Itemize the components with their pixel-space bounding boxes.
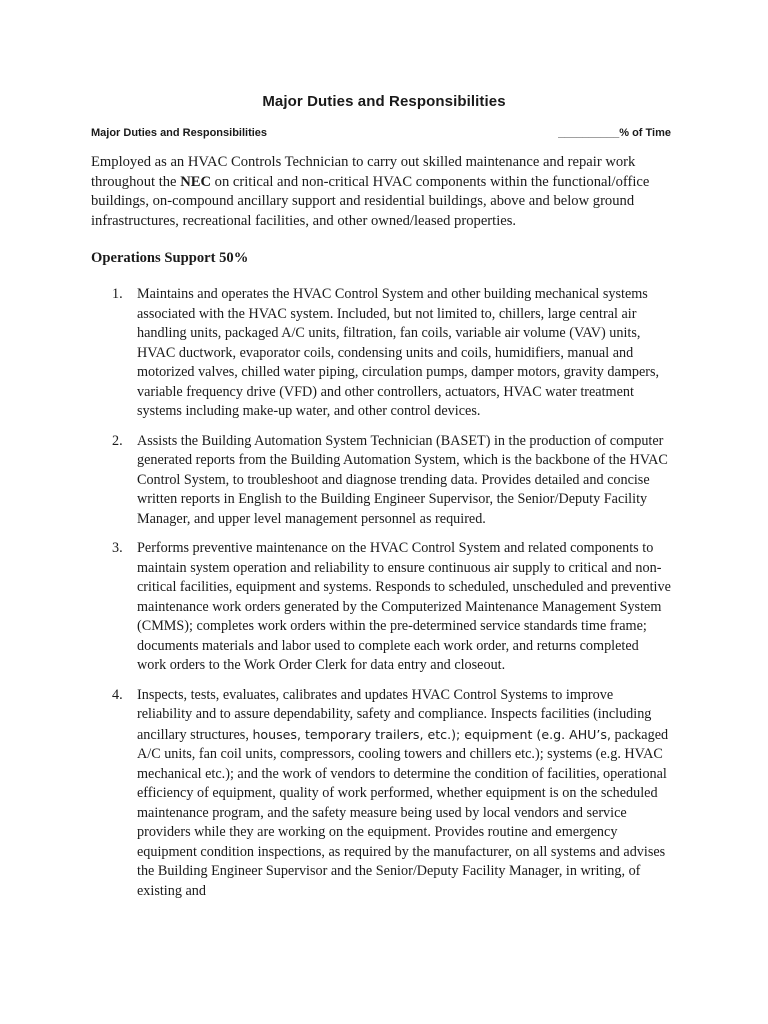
subheader-label: Major Duties and Responsibilities (91, 127, 268, 139)
list-item-number: 2. (112, 432, 123, 449)
percent-of-time-field: __________% of Time (558, 127, 671, 139)
list-item (91, 539, 671, 676)
list-item (91, 432, 671, 530)
section-heading: Operations Support 50% (91, 250, 249, 266)
subheader-row (91, 127, 671, 139)
list-item-text-part-b: packaged A/C units, fan coil units, compressors, cooling towers and chillers etc.); systems (e.g. HVAC mechanical etc.); and the work of vendors to determine the condition of facilities, operational efficiency of equipment, quality of work performed, whether equipment is on the scheduled maintenance program, and the safety measure being used by local vendors and service providers while they are working on the equipment. Provides routine and emergency equipment condition inspections, as required by the manufacturer, on all systems and advises the Building Engineer Supervisor and the Senior/Deputy Facility Manager, in writing, of existing and (137, 726, 669, 899)
list-item (91, 285, 671, 422)
intro-bold-nec: NEC (180, 173, 211, 190)
list-item-text (137, 687, 668, 899)
list-item-number: 4. (112, 686, 123, 703)
list-item-text: Performs preventive maintenance on the HVAC Control System and related components to maintain system operation and reliability to ensure continuous air supply to critical and non-critical facilities, equipment and systems. Responds to scheduled, unscheduled and preventive maintenance work orders generated by the Computerized Maintenance Management System (CMMS); completes work orders within the pre-determined service standards time frame; documents materials and labor used to complete each work order, and returns completed work orders to the Work Order Clerk for data entry and closeout. (137, 540, 671, 673)
intro-text-after: on critical and non-critical HVAC components within the functional/office buildings, on-compound ancillary support and residential buildings, above and below ground infrastructures, recreational facilities, and other owned/leased properties. (91, 173, 650, 229)
list-item-number: 1. (112, 286, 123, 302)
intro-text-before: Employed as an HVAC Controls Technician to carry out skilled maintenance and repair work throughout the (91, 154, 636, 190)
list-item-text: Assists the Building Automation System Technician (BASET) in the production of computer generated reports from the Building Automation System, which is the backbone of the HVAC Control System, to troubleshoot and diagnose trending data. Provides detailed and concise written reports in English to the Building Engineer Supervisor, the Senior/Deputy Facility Manager, and upper level management personnel as required. (137, 432, 668, 527)
list-item (91, 686, 671, 902)
list-item-text-sans: houses, temporary trailers, etc.); equipment (e.g. AHU’s, (252, 726, 611, 742)
list-item-text: Maintains and operates the HVAC Control System and other building mechanical systems associated with the HVAC system. Included, but not limited to, chillers, large central air handling units, packaged A/C units, filtration, fan coils, variable air volume (VAV) units, HVAC ductwork, evaporator coils, condensing units and coils, humidifiers, manual and motorized valves, chilled water piping, circulation pumps, damper motors, gravity dampers, variable frequency drive (VFD) and other controllers, actuators, HVAC water treatment systems including make-up water, and other control devices. (137, 286, 660, 419)
list-item-text-part-a: Inspects, tests, evaluates, calibrates and updates HVAC Control Systems to improve reliability and to assure dependability, safety and compliance. Inspects facilities (including ancillary structures, (137, 686, 652, 743)
document-title: Major Duties and Responsibilities (262, 93, 506, 110)
intro-paragraph (91, 153, 671, 231)
duties-list (91, 285, 671, 911)
list-item-number: 3. (112, 540, 123, 556)
